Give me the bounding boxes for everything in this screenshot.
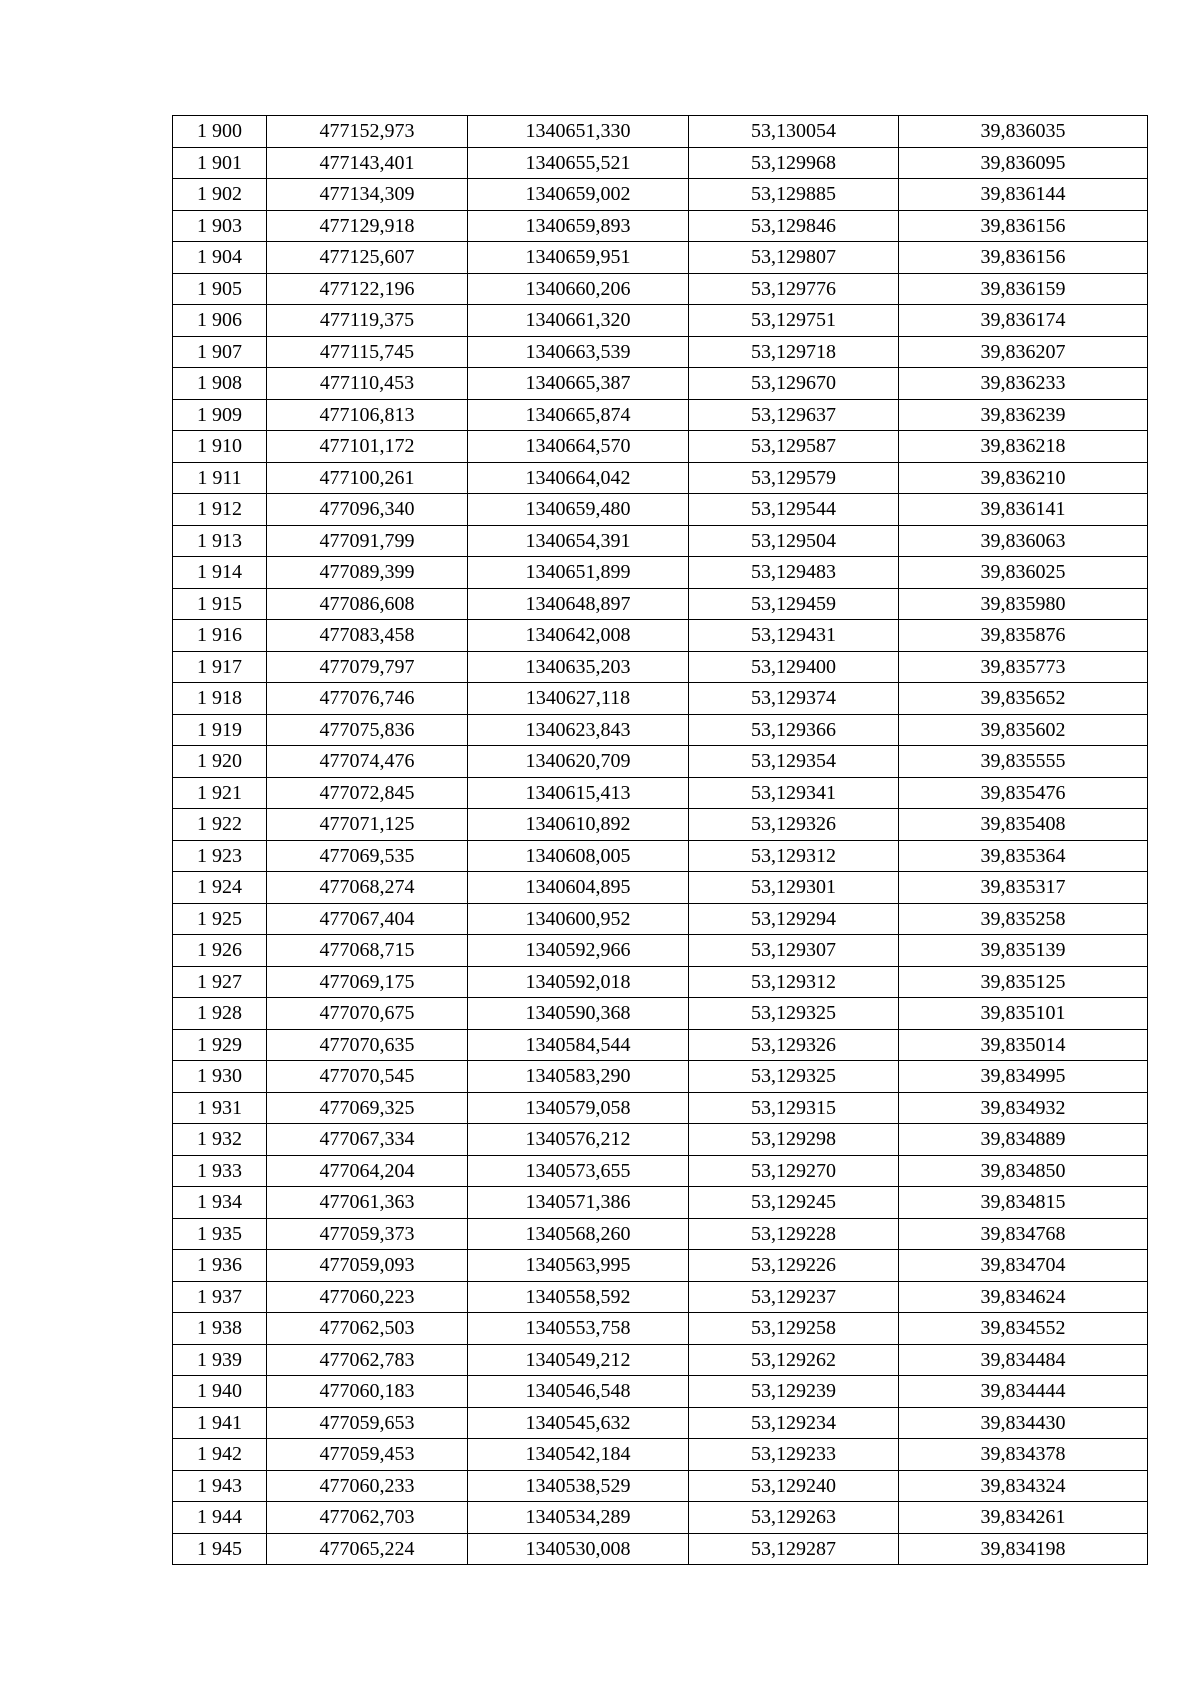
point-number-cell: 1 943 bbox=[173, 1470, 267, 1502]
point-number-cell: 1 945 bbox=[173, 1533, 267, 1565]
x-coordinate-cell: 477115,745 bbox=[267, 336, 468, 368]
table-row bbox=[173, 1092, 1148, 1124]
longitude-cell: 39,835258 bbox=[899, 903, 1148, 935]
point-number-cell: 1 923 bbox=[173, 840, 267, 872]
table-row bbox=[173, 1533, 1148, 1565]
longitude-cell: 39,834324 bbox=[899, 1470, 1148, 1502]
y-coordinate-cell: 1340546,548 bbox=[468, 1376, 689, 1408]
y-coordinate-cell: 1340610,892 bbox=[468, 809, 689, 841]
x-coordinate-cell: 477096,340 bbox=[267, 494, 468, 526]
table-row bbox=[173, 966, 1148, 998]
point-number-cell: 1 927 bbox=[173, 966, 267, 998]
latitude-cell: 53,129326 bbox=[689, 809, 899, 841]
y-coordinate-cell: 1340620,709 bbox=[468, 746, 689, 778]
y-coordinate-cell: 1340568,260 bbox=[468, 1218, 689, 1250]
y-coordinate-cell: 1340592,966 bbox=[468, 935, 689, 967]
longitude-cell: 39,836063 bbox=[899, 525, 1148, 557]
table-row bbox=[173, 872, 1148, 904]
x-coordinate-cell: 477106,813 bbox=[267, 399, 468, 431]
longitude-cell: 39,834889 bbox=[899, 1124, 1148, 1156]
latitude-cell: 53,130054 bbox=[689, 116, 899, 148]
longitude-cell: 39,836025 bbox=[899, 557, 1148, 589]
table-row bbox=[173, 1313, 1148, 1345]
longitude-cell: 39,834444 bbox=[899, 1376, 1148, 1408]
point-number-cell: 1 912 bbox=[173, 494, 267, 526]
latitude-cell: 53,129233 bbox=[689, 1439, 899, 1471]
longitude-cell: 39,836095 bbox=[899, 147, 1148, 179]
table-row bbox=[173, 147, 1148, 179]
table-row bbox=[173, 1502, 1148, 1534]
y-coordinate-cell: 1340654,391 bbox=[468, 525, 689, 557]
y-coordinate-cell: 1340635,203 bbox=[468, 651, 689, 683]
y-coordinate-cell: 1340583,290 bbox=[468, 1061, 689, 1093]
y-coordinate-cell: 1340663,539 bbox=[468, 336, 689, 368]
x-coordinate-cell: 477089,399 bbox=[267, 557, 468, 589]
y-coordinate-cell: 1340600,952 bbox=[468, 903, 689, 935]
x-coordinate-cell: 477059,653 bbox=[267, 1407, 468, 1439]
latitude-cell: 53,129431 bbox=[689, 620, 899, 652]
longitude-cell: 39,836218 bbox=[899, 431, 1148, 463]
latitude-cell: 53,129298 bbox=[689, 1124, 899, 1156]
x-coordinate-cell: 477070,675 bbox=[267, 998, 468, 1030]
point-number-cell: 1 939 bbox=[173, 1344, 267, 1376]
longitude-cell: 39,834815 bbox=[899, 1187, 1148, 1219]
longitude-cell: 39,836174 bbox=[899, 305, 1148, 337]
table-row bbox=[173, 273, 1148, 305]
table-row bbox=[173, 746, 1148, 778]
longitude-cell: 39,834261 bbox=[899, 1502, 1148, 1534]
x-coordinate-cell: 477067,334 bbox=[267, 1124, 468, 1156]
longitude-cell: 39,835139 bbox=[899, 935, 1148, 967]
y-coordinate-cell: 1340651,899 bbox=[468, 557, 689, 589]
y-coordinate-cell: 1340576,212 bbox=[468, 1124, 689, 1156]
point-number-cell: 1 936 bbox=[173, 1250, 267, 1282]
longitude-cell: 39,834768 bbox=[899, 1218, 1148, 1250]
table-row bbox=[173, 1155, 1148, 1187]
longitude-cell: 39,834430 bbox=[899, 1407, 1148, 1439]
longitude-cell: 39,835101 bbox=[899, 998, 1148, 1030]
latitude-cell: 53,129258 bbox=[689, 1313, 899, 1345]
latitude-cell: 53,129846 bbox=[689, 210, 899, 242]
longitude-cell: 39,834198 bbox=[899, 1533, 1148, 1565]
y-coordinate-cell: 1340579,058 bbox=[468, 1092, 689, 1124]
latitude-cell: 53,129776 bbox=[689, 273, 899, 305]
longitude-cell: 39,835652 bbox=[899, 683, 1148, 715]
point-number-cell: 1 913 bbox=[173, 525, 267, 557]
table-row bbox=[173, 1344, 1148, 1376]
x-coordinate-cell: 477143,401 bbox=[267, 147, 468, 179]
table-row bbox=[173, 588, 1148, 620]
table-row bbox=[173, 1061, 1148, 1093]
x-coordinate-cell: 477074,476 bbox=[267, 746, 468, 778]
y-coordinate-cell: 1340665,874 bbox=[468, 399, 689, 431]
table-row bbox=[173, 1407, 1148, 1439]
point-number-cell: 1 916 bbox=[173, 620, 267, 652]
longitude-cell: 39,834995 bbox=[899, 1061, 1148, 1093]
longitude-cell: 39,836144 bbox=[899, 179, 1148, 211]
latitude-cell: 53,129670 bbox=[689, 368, 899, 400]
longitude-cell: 39,834850 bbox=[899, 1155, 1148, 1187]
latitude-cell: 53,129326 bbox=[689, 1029, 899, 1061]
point-number-cell: 1 937 bbox=[173, 1281, 267, 1313]
x-coordinate-cell: 477134,309 bbox=[267, 179, 468, 211]
point-number-cell: 1 911 bbox=[173, 462, 267, 494]
longitude-cell: 39,835876 bbox=[899, 620, 1148, 652]
longitude-cell: 39,836207 bbox=[899, 336, 1148, 368]
point-number-cell: 1 918 bbox=[173, 683, 267, 715]
longitude-cell: 39,836156 bbox=[899, 210, 1148, 242]
point-number-cell: 1 940 bbox=[173, 1376, 267, 1408]
x-coordinate-cell: 477062,503 bbox=[267, 1313, 468, 1345]
point-number-cell: 1 908 bbox=[173, 368, 267, 400]
y-coordinate-cell: 1340571,386 bbox=[468, 1187, 689, 1219]
point-number-cell: 1 931 bbox=[173, 1092, 267, 1124]
y-coordinate-cell: 1340642,008 bbox=[468, 620, 689, 652]
longitude-cell: 39,835555 bbox=[899, 746, 1148, 778]
y-coordinate-cell: 1340549,212 bbox=[468, 1344, 689, 1376]
table-row bbox=[173, 1250, 1148, 1282]
point-number-cell: 1 904 bbox=[173, 242, 267, 274]
latitude-cell: 53,129885 bbox=[689, 179, 899, 211]
x-coordinate-cell: 477059,373 bbox=[267, 1218, 468, 1250]
latitude-cell: 53,129544 bbox=[689, 494, 899, 526]
y-coordinate-cell: 1340573,655 bbox=[468, 1155, 689, 1187]
y-coordinate-cell: 1340563,995 bbox=[468, 1250, 689, 1282]
latitude-cell: 53,129968 bbox=[689, 147, 899, 179]
y-coordinate-cell: 1340661,320 bbox=[468, 305, 689, 337]
table-row bbox=[173, 399, 1148, 431]
x-coordinate-cell: 477110,453 bbox=[267, 368, 468, 400]
x-coordinate-cell: 477101,172 bbox=[267, 431, 468, 463]
y-coordinate-cell: 1340545,632 bbox=[468, 1407, 689, 1439]
y-coordinate-cell: 1340592,018 bbox=[468, 966, 689, 998]
point-number-cell: 1 924 bbox=[173, 872, 267, 904]
point-number-cell: 1 922 bbox=[173, 809, 267, 841]
y-coordinate-cell: 1340615,413 bbox=[468, 777, 689, 809]
y-coordinate-cell: 1340542,184 bbox=[468, 1439, 689, 1471]
point-number-cell: 1 901 bbox=[173, 147, 267, 179]
latitude-cell: 53,129587 bbox=[689, 431, 899, 463]
table-row bbox=[173, 494, 1148, 526]
y-coordinate-cell: 1340660,206 bbox=[468, 273, 689, 305]
x-coordinate-cell: 477070,545 bbox=[267, 1061, 468, 1093]
point-number-cell: 1 930 bbox=[173, 1061, 267, 1093]
point-number-cell: 1 914 bbox=[173, 557, 267, 589]
x-coordinate-cell: 477083,458 bbox=[267, 620, 468, 652]
table-row bbox=[173, 431, 1148, 463]
table-row bbox=[173, 998, 1148, 1030]
table-row bbox=[173, 620, 1148, 652]
table-row bbox=[173, 557, 1148, 589]
table-row bbox=[173, 336, 1148, 368]
table-row bbox=[173, 462, 1148, 494]
y-coordinate-cell: 1340530,008 bbox=[468, 1533, 689, 1565]
x-coordinate-cell: 477068,715 bbox=[267, 935, 468, 967]
longitude-cell: 39,835773 bbox=[899, 651, 1148, 683]
x-coordinate-cell: 477068,274 bbox=[267, 872, 468, 904]
longitude-cell: 39,835125 bbox=[899, 966, 1148, 998]
y-coordinate-cell: 1340584,544 bbox=[468, 1029, 689, 1061]
longitude-cell: 39,836156 bbox=[899, 242, 1148, 274]
y-coordinate-cell: 1340538,529 bbox=[468, 1470, 689, 1502]
coordinates-table-body bbox=[173, 116, 1148, 1565]
x-coordinate-cell: 477059,093 bbox=[267, 1250, 468, 1282]
table-row bbox=[173, 1029, 1148, 1061]
y-coordinate-cell: 1340608,005 bbox=[468, 840, 689, 872]
point-number-cell: 1 934 bbox=[173, 1187, 267, 1219]
point-number-cell: 1 907 bbox=[173, 336, 267, 368]
longitude-cell: 39,835408 bbox=[899, 809, 1148, 841]
x-coordinate-cell: 477065,224 bbox=[267, 1533, 468, 1565]
x-coordinate-cell: 477062,783 bbox=[267, 1344, 468, 1376]
longitude-cell: 39,835014 bbox=[899, 1029, 1148, 1061]
point-number-cell: 1 925 bbox=[173, 903, 267, 935]
x-coordinate-cell: 477075,836 bbox=[267, 714, 468, 746]
longitude-cell: 39,836159 bbox=[899, 273, 1148, 305]
latitude-cell: 53,129325 bbox=[689, 1061, 899, 1093]
y-coordinate-cell: 1340664,570 bbox=[468, 431, 689, 463]
x-coordinate-cell: 477125,607 bbox=[267, 242, 468, 274]
point-number-cell: 1 919 bbox=[173, 714, 267, 746]
x-coordinate-cell: 477060,233 bbox=[267, 1470, 468, 1502]
latitude-cell: 53,129312 bbox=[689, 966, 899, 998]
y-coordinate-cell: 1340655,521 bbox=[468, 147, 689, 179]
x-coordinate-cell: 477067,404 bbox=[267, 903, 468, 935]
table-row bbox=[173, 840, 1148, 872]
table-row bbox=[173, 1281, 1148, 1313]
x-coordinate-cell: 477071,125 bbox=[267, 809, 468, 841]
point-number-cell: 1 905 bbox=[173, 273, 267, 305]
x-coordinate-cell: 477060,223 bbox=[267, 1281, 468, 1313]
longitude-cell: 39,835602 bbox=[899, 714, 1148, 746]
longitude-cell: 39,834624 bbox=[899, 1281, 1148, 1313]
longitude-cell: 39,834932 bbox=[899, 1092, 1148, 1124]
table-row bbox=[173, 1187, 1148, 1219]
longitude-cell: 39,836233 bbox=[899, 368, 1148, 400]
x-coordinate-cell: 477100,261 bbox=[267, 462, 468, 494]
x-coordinate-cell: 477062,703 bbox=[267, 1502, 468, 1534]
table-row bbox=[173, 116, 1148, 148]
table-row bbox=[173, 651, 1148, 683]
x-coordinate-cell: 477064,204 bbox=[267, 1155, 468, 1187]
latitude-cell: 53,129262 bbox=[689, 1344, 899, 1376]
latitude-cell: 53,129504 bbox=[689, 525, 899, 557]
table-row bbox=[173, 368, 1148, 400]
x-coordinate-cell: 477119,375 bbox=[267, 305, 468, 337]
latitude-cell: 53,129579 bbox=[689, 462, 899, 494]
x-coordinate-cell: 477069,325 bbox=[267, 1092, 468, 1124]
point-number-cell: 1 921 bbox=[173, 777, 267, 809]
x-coordinate-cell: 477076,746 bbox=[267, 683, 468, 715]
latitude-cell: 53,129239 bbox=[689, 1376, 899, 1408]
point-number-cell: 1 917 bbox=[173, 651, 267, 683]
y-coordinate-cell: 1340664,042 bbox=[468, 462, 689, 494]
latitude-cell: 53,129294 bbox=[689, 903, 899, 935]
latitude-cell: 53,129354 bbox=[689, 746, 899, 778]
point-number-cell: 1 910 bbox=[173, 431, 267, 463]
latitude-cell: 53,129459 bbox=[689, 588, 899, 620]
latitude-cell: 53,129315 bbox=[689, 1092, 899, 1124]
y-coordinate-cell: 1340659,951 bbox=[468, 242, 689, 274]
latitude-cell: 53,129307 bbox=[689, 935, 899, 967]
longitude-cell: 39,835980 bbox=[899, 588, 1148, 620]
longitude-cell: 39,836035 bbox=[899, 116, 1148, 148]
longitude-cell: 39,834378 bbox=[899, 1439, 1148, 1471]
table-row bbox=[173, 525, 1148, 557]
latitude-cell: 53,129751 bbox=[689, 305, 899, 337]
latitude-cell: 53,129341 bbox=[689, 777, 899, 809]
longitude-cell: 39,835476 bbox=[899, 777, 1148, 809]
latitude-cell: 53,129366 bbox=[689, 714, 899, 746]
y-coordinate-cell: 1340659,893 bbox=[468, 210, 689, 242]
x-coordinate-cell: 477059,453 bbox=[267, 1439, 468, 1471]
table-row bbox=[173, 903, 1148, 935]
y-coordinate-cell: 1340558,592 bbox=[468, 1281, 689, 1313]
point-number-cell: 1 902 bbox=[173, 179, 267, 211]
latitude-cell: 53,129312 bbox=[689, 840, 899, 872]
y-coordinate-cell: 1340659,480 bbox=[468, 494, 689, 526]
latitude-cell: 53,129325 bbox=[689, 998, 899, 1030]
longitude-cell: 39,834704 bbox=[899, 1250, 1148, 1282]
x-coordinate-cell: 477122,196 bbox=[267, 273, 468, 305]
table-row bbox=[173, 1439, 1148, 1471]
point-number-cell: 1 900 bbox=[173, 116, 267, 148]
longitude-cell: 39,836141 bbox=[899, 494, 1148, 526]
y-coordinate-cell: 1340627,118 bbox=[468, 683, 689, 715]
x-coordinate-cell: 477072,845 bbox=[267, 777, 468, 809]
point-number-cell: 1 928 bbox=[173, 998, 267, 1030]
point-number-cell: 1 932 bbox=[173, 1124, 267, 1156]
y-coordinate-cell: 1340590,368 bbox=[468, 998, 689, 1030]
point-number-cell: 1 920 bbox=[173, 746, 267, 778]
table-row bbox=[173, 179, 1148, 211]
table-row bbox=[173, 210, 1148, 242]
longitude-cell: 39,835364 bbox=[899, 840, 1148, 872]
latitude-cell: 53,129270 bbox=[689, 1155, 899, 1187]
x-coordinate-cell: 477091,799 bbox=[267, 525, 468, 557]
y-coordinate-cell: 1340665,387 bbox=[468, 368, 689, 400]
x-coordinate-cell: 477070,635 bbox=[267, 1029, 468, 1061]
latitude-cell: 53,129287 bbox=[689, 1533, 899, 1565]
y-coordinate-cell: 1340648,897 bbox=[468, 588, 689, 620]
y-coordinate-cell: 1340604,895 bbox=[468, 872, 689, 904]
latitude-cell: 53,129374 bbox=[689, 683, 899, 715]
table-row bbox=[173, 305, 1148, 337]
point-number-cell: 1 909 bbox=[173, 399, 267, 431]
point-number-cell: 1 941 bbox=[173, 1407, 267, 1439]
x-coordinate-cell: 477152,973 bbox=[267, 116, 468, 148]
table-row bbox=[173, 242, 1148, 274]
latitude-cell: 53,129400 bbox=[689, 651, 899, 683]
table-row bbox=[173, 1376, 1148, 1408]
x-coordinate-cell: 477060,183 bbox=[267, 1376, 468, 1408]
longitude-cell: 39,834552 bbox=[899, 1313, 1148, 1345]
point-number-cell: 1 933 bbox=[173, 1155, 267, 1187]
latitude-cell: 53,129483 bbox=[689, 557, 899, 589]
x-coordinate-cell: 477061,363 bbox=[267, 1187, 468, 1219]
x-coordinate-cell: 477129,918 bbox=[267, 210, 468, 242]
y-coordinate-cell: 1340534,289 bbox=[468, 1502, 689, 1534]
latitude-cell: 53,129240 bbox=[689, 1470, 899, 1502]
table-row bbox=[173, 1124, 1148, 1156]
latitude-cell: 53,129718 bbox=[689, 336, 899, 368]
y-coordinate-cell: 1340623,843 bbox=[468, 714, 689, 746]
y-coordinate-cell: 1340659,002 bbox=[468, 179, 689, 211]
x-coordinate-cell: 477086,608 bbox=[267, 588, 468, 620]
latitude-cell: 53,129263 bbox=[689, 1502, 899, 1534]
coordinates-table bbox=[172, 115, 1148, 1565]
point-number-cell: 1 935 bbox=[173, 1218, 267, 1250]
x-coordinate-cell: 477069,535 bbox=[267, 840, 468, 872]
table-row bbox=[173, 935, 1148, 967]
point-number-cell: 1 906 bbox=[173, 305, 267, 337]
latitude-cell: 53,129237 bbox=[689, 1281, 899, 1313]
x-coordinate-cell: 477079,797 bbox=[267, 651, 468, 683]
longitude-cell: 39,836210 bbox=[899, 462, 1148, 494]
table-row bbox=[173, 809, 1148, 841]
point-number-cell: 1 929 bbox=[173, 1029, 267, 1061]
point-number-cell: 1 942 bbox=[173, 1439, 267, 1471]
longitude-cell: 39,835317 bbox=[899, 872, 1148, 904]
latitude-cell: 53,129807 bbox=[689, 242, 899, 274]
table-row bbox=[173, 683, 1148, 715]
table-row bbox=[173, 1470, 1148, 1502]
latitude-cell: 53,129245 bbox=[689, 1187, 899, 1219]
latitude-cell: 53,129228 bbox=[689, 1218, 899, 1250]
point-number-cell: 1 926 bbox=[173, 935, 267, 967]
point-number-cell: 1 944 bbox=[173, 1502, 267, 1534]
latitude-cell: 53,129637 bbox=[689, 399, 899, 431]
x-coordinate-cell: 477069,175 bbox=[267, 966, 468, 998]
y-coordinate-cell: 1340651,330 bbox=[468, 116, 689, 148]
longitude-cell: 39,836239 bbox=[899, 399, 1148, 431]
latitude-cell: 53,129226 bbox=[689, 1250, 899, 1282]
longitude-cell: 39,834484 bbox=[899, 1344, 1148, 1376]
point-number-cell: 1 938 bbox=[173, 1313, 267, 1345]
point-number-cell: 1 915 bbox=[173, 588, 267, 620]
latitude-cell: 53,129301 bbox=[689, 872, 899, 904]
point-number-cell: 1 903 bbox=[173, 210, 267, 242]
table-row bbox=[173, 1218, 1148, 1250]
y-coordinate-cell: 1340553,758 bbox=[468, 1313, 689, 1345]
latitude-cell: 53,129234 bbox=[689, 1407, 899, 1439]
table-row bbox=[173, 714, 1148, 746]
table-row bbox=[173, 777, 1148, 809]
